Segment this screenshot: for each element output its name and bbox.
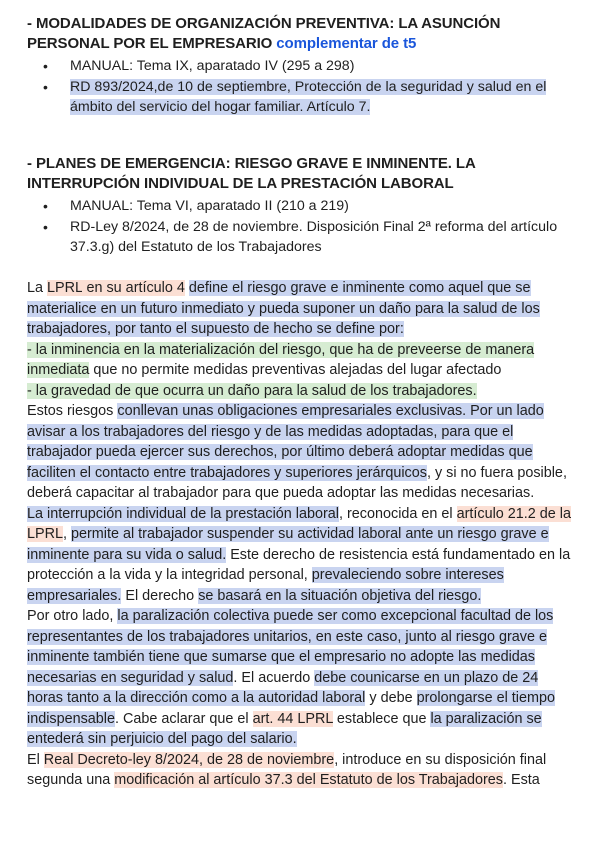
- highlighted-text: Real Decreto-ley 8/2024, de 28 de noviembre: [43, 751, 335, 768]
- paragraph: Estos riesgos conllevan unas obligaciones empresariales exclusivas. Por un lado avisar a los trabajadores del riesgo y de las medidas adoptadas, para que el trabajador pueda ejercer sus derechos, por último deberá adoptar medidas que faciliten el contacto entre trabajadores y superiores jerárquicos, y si no fuera posible, deberá capacitar al trabajador para que pueda adoptar las medidas necesarias.: [27, 403, 567, 501]
- paragraph: El Real Decreto-ley 8/2024, de 28 de noviembre, introduce en su disposición final segunda una modificación al artículo 37.3 del Estatuto de los Trabajadores. Esta: [27, 751, 547, 788]
- highlighted-text: - la inminencia en la materialización del riesgo, que ha de preveerse de manera inmediata: [27, 341, 535, 378]
- highlighted-text: La interrupción individual de la prestación laboral: [27, 505, 339, 522]
- paragraph: Por otro lado, la paralización colectiva puede ser como excepcional facultad de los representantes de los trabajadores unitarios, en este caso, junto al riesgo grave e inminente también tiene que sumarse que el empresario no adopte las medidas necesarias en seguridad y salud. El acuerdo debe counicarse en un plazo de 24 horas tanto a la dirección como a la autoridad laboral y debe prolongarse el tiempo indispensable. Cabe aclarar que el art. 44 LPRL establece que la paralización se entederá sin perjuicio del pago del salario.: [27, 608, 555, 747]
- bullet-list-planes: [27, 196, 575, 257]
- body-text: [27, 278, 575, 791]
- highlighted-text: prevaleciendo sobre intereses empresariales.: [27, 567, 504, 604]
- highlighted-text: artículo 21.2 de la LPRL: [27, 505, 572, 542]
- highlighted-text: conllevan unas obligaciones empresariales exclusivas. Por un lado avisar a los trabajadores del riesgo y de las medidas adoptadas, para que el trabajador pueda ejercer sus derechos, por último deberá adoptar medidas que faciliten el contacto entre trabajadores y superiores jerárquicos: [27, 403, 544, 481]
- highlighted-text: la paralización se entederá sin perjuicio del pago del salario.: [27, 710, 542, 747]
- section-heading-modalidades: - MODALIDADES DE ORGANIZACIÓN PREVENTIVA: LA ASUNCIÓN PERSONAL POR EL EMPRESARIO complementar de t5: [27, 15, 501, 52]
- list-item: • RD-Ley 8/2024, de 28 de noviembre. Disposición Final 2ª reforma del artículo 37.3.g) del Estatuto de los Trabajadores: [70, 217, 575, 257]
- list-item: • MANUAL: Tema VI, aparatado II (210 a 219): [70, 196, 575, 216]
- list-item: • MANUAL: Tema IX, aparatado IV (295 a 298): [70, 56, 575, 76]
- complement-note: complementar de t5: [276, 35, 417, 52]
- highlighted-text: LPRL: [47, 280, 83, 296]
- highlighted-text: define el riesgo grave e inminente como aquel que se materialice en un futuro inmediato y pueda suponer un daño para la salud de los trabajadores, por tanto el supuesto de hecho se define por:: [27, 280, 540, 337]
- paragraph: [27, 381, 575, 402]
- paragraph: - la inminencia en la materialización del riesgo, que ha de preveerse de manera inmediata que no permite medidas preventivas alejadas del lugar afectado: [27, 341, 535, 378]
- highlighted-text: permite al trabajador suspender su actividad laboral ante un riesgo grave e inminente para su vida o salud.: [27, 526, 549, 563]
- highlighted-text: en su artículo 4: [82, 280, 185, 296]
- highlighted-text: prolongarse el tiempo indispensable: [27, 690, 555, 727]
- bullet-list-modalidades: [27, 56, 575, 117]
- highlighted-text: la paralización colectiva puede ser como excepcional facultad de los representantes de los trabajadores unitarios, en este caso, junto al riesgo grave e inminente también tiene que sumarse que el empresario no adopte las medidas necesarias en seguridad y salud: [27, 608, 554, 686]
- highlighted-text: modificación al artículo 37.3 del Estatuto de los Trabajadores: [114, 772, 504, 788]
- list-item: [70, 77, 575, 117]
- section-heading-planes-emergencia: - PLANES DE EMERGENCIA: RIESGO GRAVE E INMINENTE. LA INTERRUPCIÓN INDIVIDUAL DE LA PRESTACIÓN LABORAL: [27, 155, 476, 192]
- highlighted-text: se basará en la situación objetiva del riesgo.: [198, 587, 482, 604]
- highlighted-text: RD 893/2024,de 10 de septiembre, Protección de la seguridad y salud en el ámbito del servicio del hogar familiar. Artículo 7.: [70, 79, 547, 115]
- highlighted-text: - la gravedad de que ocurra un daño para la salud de los trabajadores.: [27, 382, 477, 399]
- paragraph: La LPRL en su artículo 4 define el riesgo grave e inminente como aquel que se materialice en un futuro inmediato y pueda suponer un daño para la salud de los trabajadores, por tanto el supuesto de hecho se define por:: [27, 280, 540, 337]
- highlighted-text: art. 44 LPRL: [252, 710, 333, 727]
- paragraph: La interrupción individual de la prestación laboral, reconocida en el artículo 21.2 de la LPRL, permite al trabajador suspender su actividad laboral ante un riesgo grave e inminente para su vida o salud. Este derecho de resistencia está fundamentado en la protección a la vida y la integridad personal, prevaleciendo sobre intereses empresariales. El derecho se basará en la situación objetiva del riesgo.: [27, 505, 572, 604]
- highlighted-text: debe counicarse en un plazo de 24 horas tanto a la dirección como a la autoridad laboral: [27, 669, 539, 706]
